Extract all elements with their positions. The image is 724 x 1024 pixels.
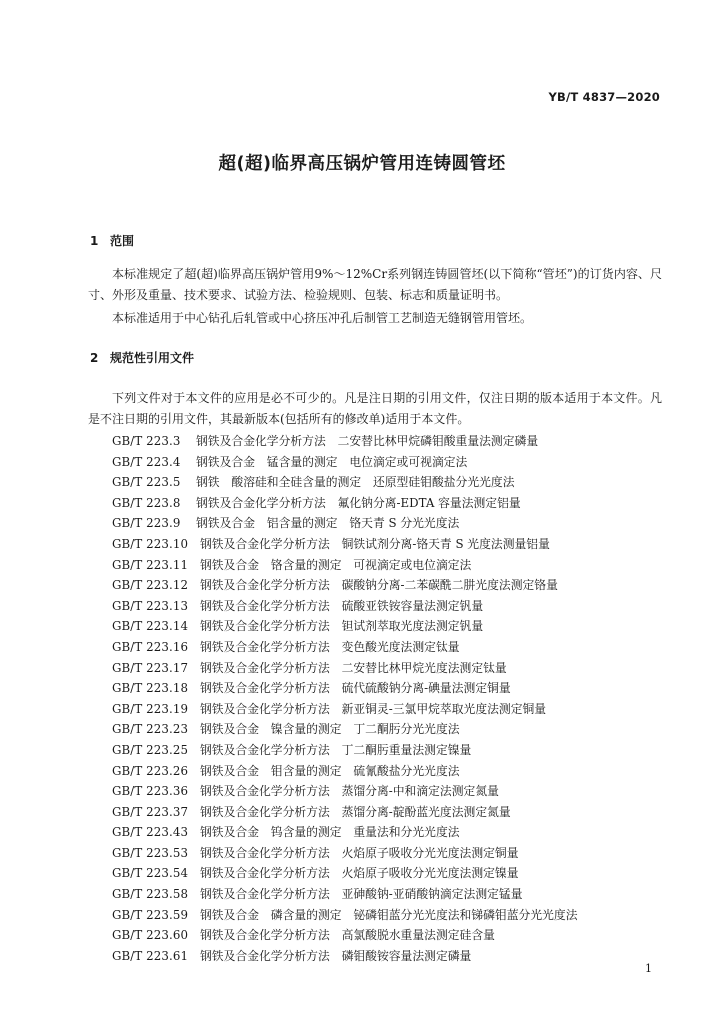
reference-title: 钢铁及合金 铝含量的测定 铬天青 S 分光光度法 (196, 516, 460, 531)
reference-code: GB/T 223.53 (112, 845, 189, 860)
reference-item (112, 925, 672, 946)
reference-code: GB/T 223.25 (112, 742, 189, 757)
document-title: 超(超)临界高压锅炉管用连铸圆管坯 (218, 154, 506, 174)
reference-item (112, 431, 672, 452)
reference-item (112, 472, 672, 493)
reference-item (112, 678, 672, 699)
reference-item (112, 781, 672, 802)
reference-code: GB/T 223.19 (112, 701, 189, 716)
reference-item (112, 719, 672, 740)
reference-code: GB/T 223.59 (112, 907, 189, 922)
reference-title: 钢铁及合金 铬含量的测定 可视滴定或电位滴定法 (200, 557, 472, 572)
section-heading-normative-references (90, 349, 194, 366)
page-number: 1 (645, 962, 652, 975)
section-heading-scope (90, 232, 134, 249)
reference-code: GB/T 223.13 (112, 598, 189, 613)
reference-title: 钢铁及合金化学分析方法 火焰原子吸收分光光度法测定镍量 (200, 866, 519, 881)
reference-title: 钢铁及合金化学分析方法 氟化钠分离-EDTA 容量法测定铝量 (196, 495, 521, 510)
reference-code: GB/T 223.18 (112, 681, 189, 696)
reference-title: 钢铁及合金化学分析方法 丁二酮肟重量法测定镍量 (200, 742, 472, 757)
scope-paragraph-2: 本标准适用于中心钻孔后轧管或中心挤压冲孔后制管工艺制造无缝钢管用管坯。 (112, 311, 533, 325)
reference-title: 钢铁及合金化学分析方法 高氯酸脱水重量法测定硅含量 (200, 928, 495, 943)
reference-title: 钢铁及合金 镍含量的测定 丁二酮肟分光光度法 (200, 722, 460, 737)
reference-title: 钢铁 酸溶硅和全硅含量的测定 还原型硅钼酸盐分光光度法 (196, 475, 515, 490)
reference-title: 钢铁及合金化学分析方法 铜铁试剂分离-铬天青 S 光度法测量铝量 (200, 536, 550, 551)
reference-title: 钢铁及合金 钨含量的测定 重量法和分光光度法 (200, 825, 460, 840)
reference-title: 钢铁及合金 钼含量的测定 硫氰酸盐分光光度法 (200, 763, 460, 778)
reference-title: 钢铁及合金化学分析方法 蒸馏分离-靛酚蓝光度法测定氮量 (200, 804, 511, 819)
reference-title: 钢铁及合金 锰含量的测定 电位滴定或可视滴定法 (196, 454, 468, 469)
reference-item (112, 863, 672, 884)
reference-code: GB/T 223.12 (112, 578, 189, 593)
reference-item (112, 616, 672, 637)
reference-code: GB/T 223.10 (112, 536, 189, 551)
reference-item (112, 740, 672, 761)
reference-item (112, 513, 672, 534)
reference-list (112, 431, 672, 966)
reference-code: GB/T 223.43 (112, 825, 189, 840)
reference-code: GB/T 223.3 (112, 434, 181, 448)
reference-title: 钢铁及合金 磷含量的测定 铋磷钼蓝分光光度法和锑磷钼蓝分光光度法 (200, 907, 578, 922)
reference-title: 钢铁及合金化学分析方法 钽试剂萃取光度法测定钒量 (200, 619, 484, 634)
reference-item (112, 637, 672, 658)
section-title: 规范性引用文件 (110, 351, 195, 365)
reference-title: 钢铁及合金化学分析方法 新亚铜灵-三氯甲烷萃取光度法测定铜量 (200, 701, 547, 716)
reference-title: 钢铁及合金化学分析方法 二安替比林甲烷磷钼酸重量法测定磷量 (196, 434, 539, 448)
reference-title: 钢铁及合金化学分析方法 亚砷酸钠-亚硝酸钠滴定法测定锰量 (200, 887, 523, 902)
reference-title: 钢铁及合金化学分析方法 蒸馏分离-中和滴定法测定氮量 (200, 784, 499, 799)
scope-paragraph-1: 本标准规定了超(超)临界高压锅炉管用9%～12%Cr系列钢连铸圆管坯(以下简称“管坯”)的订货内容、尺寸、外形及重量、技术要求、试验方法、检验规则、包装、标志和质量证明书。 (88, 267, 662, 302)
reference-item (112, 843, 672, 864)
reference-code: GB/T 223.16 (112, 639, 189, 654)
reference-item (112, 658, 672, 679)
reference-code: GB/T 223.14 (112, 619, 189, 634)
reference-title: 钢铁及合金化学分析方法 磷钼酸铵容量法测定磷量 (200, 948, 472, 963)
reference-item (112, 946, 672, 967)
reference-code: GB/T 223.37 (112, 804, 189, 819)
section-title: 范围 (110, 234, 135, 248)
reference-item (112, 596, 672, 617)
reference-title: 钢铁及合金化学分析方法 硫酸亚铁铵容量法测定钒量 (200, 598, 484, 613)
standard-code: YB/T 4837—2020 (548, 90, 660, 104)
reference-item (112, 575, 672, 596)
reference-code: GB/T 223.36 (112, 784, 189, 799)
reference-title: 钢铁及合金化学分析方法 变色酸光度法测定钛量 (200, 639, 460, 654)
references-intro-paragraph: 下列文件对于本文件的应用是必不可少的。凡是注日期的引用文件，仅注日期的版本适用于本文件。凡是不注日期的引用文件，其最新版本(包括所有的修改单)适用于本文件。 (88, 391, 662, 426)
reference-item (112, 822, 672, 843)
reference-item (112, 555, 672, 576)
reference-code: GB/T 223.60 (112, 928, 189, 943)
reference-title: 钢铁及合金化学分析方法 二安替比林甲烷光度法测定钛量 (200, 660, 507, 675)
reference-item (112, 493, 672, 514)
reference-code: GB/T 223.11 (112, 557, 189, 572)
reference-code: GB/T 223.58 (112, 887, 189, 902)
section-number: 2 (90, 351, 99, 365)
section-number: 1 (90, 234, 99, 248)
reference-code: GB/T 223.26 (112, 763, 189, 778)
reference-code: GB/T 223.54 (112, 866, 189, 881)
reference-item (112, 699, 672, 720)
reference-item (112, 761, 672, 782)
reference-title: 钢铁及合金化学分析方法 硫代硫酸钠分离-碘量法测定铜量 (200, 681, 511, 696)
reference-title: 钢铁及合金化学分析方法 火焰原子吸收分光光度法测定铜量 (200, 845, 519, 860)
reference-item (112, 452, 672, 473)
reference-title: 钢铁及合金化学分析方法 碳酸钠分离-二苯碳酰二肼光度法测定铬量 (200, 578, 558, 593)
reference-code: GB/T 223.23 (112, 722, 189, 737)
reference-code: GB/T 223.5 (112, 475, 181, 490)
reference-item (112, 905, 672, 926)
reference-code: GB/T 223.4 (112, 454, 181, 469)
reference-item (112, 802, 672, 823)
reference-item (112, 884, 672, 905)
reference-code: GB/T 223.8 (112, 495, 181, 510)
reference-code: GB/T 223.61 (112, 948, 189, 963)
reference-item (112, 534, 672, 555)
reference-code: GB/T 223.9 (112, 516, 181, 531)
reference-code: GB/T 223.17 (112, 660, 189, 675)
